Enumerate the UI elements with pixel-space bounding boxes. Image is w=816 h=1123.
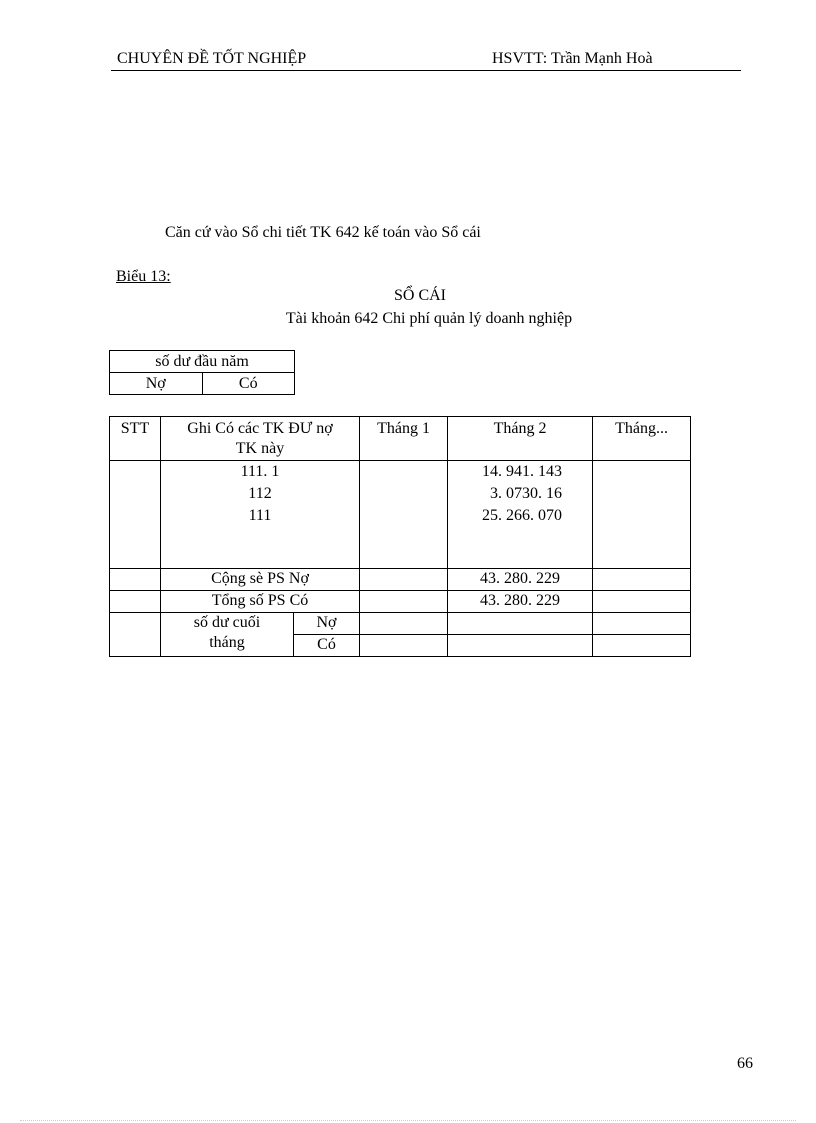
entry-account: 112	[248, 485, 272, 502]
entry-account: 111. 1	[240, 463, 280, 480]
entries-month1-cell	[360, 461, 448, 569]
total-credit-month2: 43. 280. 229	[448, 591, 593, 613]
closing-credit-label: Có	[294, 635, 360, 657]
closing-debit-month1	[360, 613, 448, 635]
closing-label-line2: tháng	[209, 634, 245, 651]
col-header-account-line2: TK này	[235, 440, 285, 457]
closing-credit-month-more	[593, 635, 691, 657]
page-number: 66	[737, 1055, 753, 1072]
col-header-account	[161, 417, 360, 461]
closing-stt	[110, 613, 161, 657]
closing-label	[161, 613, 294, 657]
opening-balance-credit: Có	[202, 373, 295, 395]
entries-stt-cell	[110, 461, 161, 569]
entries-month-more-cell	[593, 461, 691, 569]
col-header-month2: Tháng 2	[448, 417, 593, 461]
closing-debit-month-more	[593, 613, 691, 635]
figure-label: Biểu 13:	[116, 268, 171, 285]
col-header-account-line1: Ghi Có các TK ĐƯ nợ	[187, 420, 333, 437]
page-bottom-divider	[20, 1120, 796, 1121]
ledger-subtitle: Tài khoản 642 Chi phí quản lý doanh nghiệp	[285, 310, 573, 327]
header-author: HSVTT: Trần Mạnh Hoà	[492, 50, 653, 67]
closing-debit-label: Nợ	[294, 613, 360, 635]
ledger-title: SỔ CÁI	[393, 287, 446, 304]
total-credit-label: Tổng số PS Có	[161, 591, 360, 613]
entry-account: 111	[248, 507, 272, 524]
total-debit-month2: 43. 280. 229	[448, 569, 593, 591]
total-credit-month1	[360, 591, 448, 613]
closing-label-line1: số dư cuối	[193, 614, 261, 631]
col-header-stt: STT	[110, 417, 161, 461]
total-debit-month-more	[593, 569, 691, 591]
closing-credit-month1	[360, 635, 448, 657]
opening-balance-debit: Nợ	[110, 373, 203, 395]
ledger-table	[109, 416, 691, 657]
entry-amount: 14. 941. 143	[482, 463, 563, 480]
opening-balance-header: số dư đầu năm	[110, 351, 295, 373]
intro-text: Căn cứ vào Sổ chi tiết TK 642 kế toán vào Sổ cái	[165, 224, 481, 241]
entries-account-cell	[161, 461, 360, 569]
entries-month2-cell	[448, 461, 593, 569]
closing-debit-month2	[448, 613, 593, 635]
entry-amount: 25. 266. 070	[482, 507, 563, 524]
opening-balance-table	[109, 350, 295, 395]
total-credit-month-more	[593, 591, 691, 613]
entry-amount: 3. 0730. 16	[490, 485, 563, 502]
total-credit-stt	[110, 591, 161, 613]
col-header-month1: Tháng 1	[360, 417, 448, 461]
closing-credit-month2	[448, 635, 593, 657]
header-title: CHUYÊN ĐỀ TỐT NGHIỆP	[117, 50, 307, 67]
header-divider	[111, 70, 741, 71]
total-debit-stt	[110, 569, 161, 591]
col-header-month-more: Tháng...	[593, 417, 691, 461]
total-debit-label: Cộng sè PS Nợ	[161, 569, 360, 591]
total-debit-month1	[360, 569, 448, 591]
